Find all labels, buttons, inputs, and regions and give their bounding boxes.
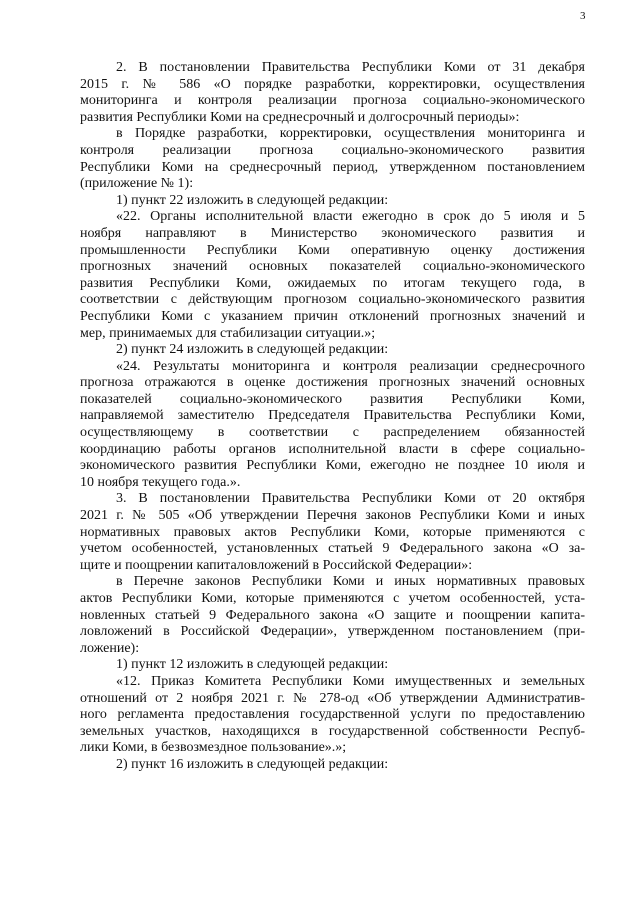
text-line: «22. Органы исполнительной власти ежегодно в срок до 5 июля и 5 bbox=[116, 209, 585, 225]
text-line: (приложение № 1): bbox=[80, 176, 194, 192]
text-line: актов Республики Коми, которые применяются с учетом особенностей, уста- bbox=[80, 591, 585, 606]
text-line: 2) пункт 16 изложить в следующей редакции: bbox=[116, 756, 389, 772]
text-line: Республики Коми с указанием причин отклонений прогнозных значений и bbox=[80, 308, 585, 324]
text-line: 2015 г. № 586 «О порядке разработки, корректировки, осуществления bbox=[80, 76, 585, 92]
text-line: 2. В постановлении Правительства Республики Коми от 31 декабря bbox=[116, 60, 585, 75]
text-line: развития Республики Коми на среднесрочный и долгосрочный периоды»: bbox=[80, 109, 520, 125]
text-line: промышленности Республики Коми оперативную оценку достижения bbox=[80, 242, 585, 258]
text-line: контроля реализации прогноза социально-экономического развития bbox=[80, 142, 585, 158]
text-line: лики Коми, в безвозмездное пользование».»; bbox=[80, 740, 347, 756]
text-line: мер, принимаемых для стабилизации ситуации.»; bbox=[80, 325, 376, 341]
text-line: развития Республики Коми, ожидаемых по итогам текущего года, в bbox=[80, 275, 585, 291]
text-line: ложение): bbox=[80, 640, 140, 656]
text-line: Республики Коми на среднесрочный период, утвержденном постановлением bbox=[80, 159, 585, 175]
text-line: мониторинга и контроля реализации прогноза социально-экономического bbox=[80, 93, 585, 109]
page-number: 3 bbox=[580, 10, 586, 22]
text-line: нормативных правовых актов Республики Коми, которые применяются с bbox=[80, 524, 585, 540]
text-line: новленных статьей 9 Федерального закона «О защите и поощрении капита- bbox=[80, 607, 585, 623]
text-line: показателей социально-экономического развития Республики Коми, bbox=[80, 391, 585, 407]
text-line: земельных участков, находящихся в государственной собственности Респуб- bbox=[80, 723, 585, 739]
text-line: 3. В постановлении Правительства Республики Коми от 20 октября bbox=[116, 491, 585, 507]
text-line: 1) пункт 22 изложить в следующей редакции: bbox=[116, 192, 389, 208]
text-line: координацию работы органов исполнительной власти в сфере социально- bbox=[80, 441, 585, 457]
document-body bbox=[80, 60, 585, 774]
text-line: ноября направляют в Министерство экономического развития и bbox=[80, 225, 585, 241]
text-line: 1) пункт 12 изложить в следующей редакции: bbox=[116, 657, 389, 673]
text-line: ловложений в Российской Федерации», утвержденном постановлением (при- bbox=[80, 624, 585, 640]
text-line: щите и поощрении капиталовложений в Российской Федерации»: bbox=[80, 557, 473, 573]
text-line: соответствии с действующим прогнозом социально-экономического развития bbox=[80, 292, 585, 308]
text-line: 2021 г. № 505 «Об утверждении Перечня законов Республики Коми и иных bbox=[80, 508, 585, 524]
text-line: ного регламента предоставления государственной услуги по предоставлению bbox=[80, 707, 585, 723]
text-line: «24. Результаты мониторинга и контроля реализации среднесрочного bbox=[116, 358, 585, 374]
text-line: прогноза отражаются в оценке достижения прогнозных значений основных bbox=[80, 375, 585, 391]
text-line: «12. Приказ Комитета Республики Коми имущественных и земельных bbox=[116, 673, 585, 689]
text-line: 10 ноября текущего года.». bbox=[80, 474, 241, 490]
text-line: отношений от 2 ноября 2021 г. № 278-од «Об утверждении Административ- bbox=[80, 690, 585, 706]
text-line: прогнозных значений основных показателей социально-экономического bbox=[80, 259, 585, 275]
text-line: в Порядке разработки, корректировки, осуществления мониторинга и bbox=[116, 126, 585, 142]
text-line: учетом особенностей, установленных статьей 9 Федерального закона «О за- bbox=[80, 541, 585, 557]
text-line: направляемой заместителю Председателя Правительства Республики Коми, bbox=[80, 408, 585, 424]
text-line: 2) пункт 24 изложить в следующей редакции: bbox=[116, 342, 389, 358]
text-line: экономического развития Республики Коми, ежегодно не позднее 10 июля и bbox=[80, 458, 585, 474]
text-line: в Перечне законов Республики Коми и иных нормативных правовых bbox=[116, 574, 585, 590]
text-line: осуществляющему в соответствии с распределением обязанностей bbox=[80, 425, 585, 441]
